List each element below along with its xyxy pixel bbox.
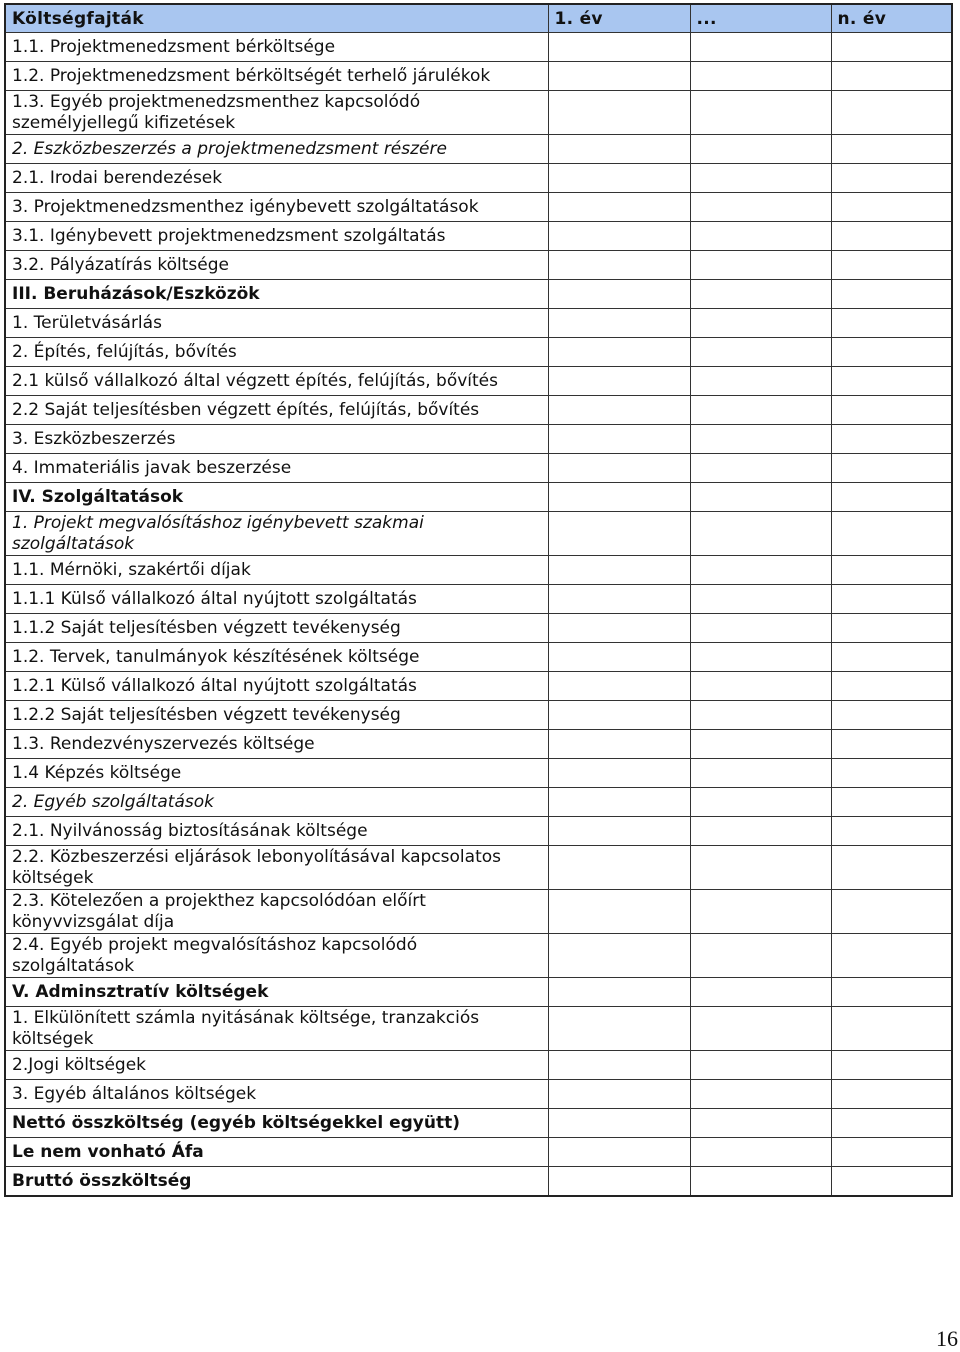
year-n-cell xyxy=(831,1138,952,1167)
year-n-cell xyxy=(831,251,952,280)
table-row xyxy=(5,614,952,643)
year-1-cell xyxy=(548,425,690,454)
cost-type-label: 1.2. Tervek, tanulmányok készítésének költsége xyxy=(5,643,548,672)
table-row xyxy=(5,251,952,280)
ellipsis-cell xyxy=(690,483,831,512)
ellipsis-cell xyxy=(690,585,831,614)
table-row xyxy=(5,934,952,978)
year-n-cell xyxy=(831,338,952,367)
ellipsis-cell xyxy=(690,759,831,788)
ellipsis-cell xyxy=(690,1051,831,1080)
ellipsis-cell xyxy=(690,396,831,425)
year-n-cell xyxy=(831,425,952,454)
table-row xyxy=(5,483,952,512)
cost-type-label: 2.3. Kötelezően a projekthez kapcsolódóan előírt könyvvizsgálat díja xyxy=(5,890,548,934)
year-n-cell xyxy=(831,788,952,817)
year-n-cell xyxy=(831,614,952,643)
year-1-cell xyxy=(548,309,690,338)
table-row xyxy=(5,135,952,164)
ellipsis-cell xyxy=(690,135,831,164)
cost-type-label: 1.1.2 Saját teljesítésben végzett tevékenység xyxy=(5,614,548,643)
year-n-cell xyxy=(831,701,952,730)
cost-type-label: V. Adminsztratív költségek xyxy=(5,978,548,1007)
year-1-cell xyxy=(548,1007,690,1051)
year-n-cell xyxy=(831,1167,952,1197)
table-header-row xyxy=(5,4,952,33)
ellipsis-cell xyxy=(690,1138,831,1167)
cost-type-label: 1. Projekt megvalósításhoz igénybevett szakmai szolgáltatások xyxy=(5,512,548,556)
table-row xyxy=(5,1007,952,1051)
year-n-cell xyxy=(831,396,952,425)
ellipsis-cell xyxy=(690,730,831,759)
year-1-cell xyxy=(548,483,690,512)
year-1-cell xyxy=(548,512,690,556)
header-cost-types: Költségfajták xyxy=(5,4,548,33)
table-row xyxy=(5,1051,952,1080)
year-1-cell xyxy=(548,338,690,367)
year-1-cell xyxy=(548,1138,690,1167)
year-n-cell xyxy=(831,367,952,396)
table-row xyxy=(5,33,952,62)
table-row xyxy=(5,222,952,251)
ellipsis-cell xyxy=(690,454,831,483)
cost-type-label: III. Beruházások/Eszközök xyxy=(5,280,548,309)
year-1-cell xyxy=(548,280,690,309)
cost-type-label: 2.2. Közbeszerzési eljárások lebonyolításával kapcsolatos költségek xyxy=(5,846,548,890)
cost-type-label: Bruttó összköltség xyxy=(5,1167,548,1197)
year-1-cell xyxy=(548,164,690,193)
ellipsis-cell xyxy=(690,672,831,701)
cost-types-table xyxy=(4,3,953,1197)
ellipsis-cell xyxy=(690,1167,831,1197)
table-row xyxy=(5,585,952,614)
ellipsis-cell xyxy=(690,91,831,135)
table-row xyxy=(5,193,952,222)
cost-type-label: 2. Építés, felújítás, bővítés xyxy=(5,338,548,367)
year-n-cell xyxy=(831,309,952,338)
table-row xyxy=(5,643,952,672)
table-row xyxy=(5,425,952,454)
year-1-cell xyxy=(548,1080,690,1109)
year-1-cell xyxy=(548,1109,690,1138)
year-1-cell xyxy=(548,890,690,934)
ellipsis-cell xyxy=(690,338,831,367)
table-row xyxy=(5,396,952,425)
year-1-cell xyxy=(548,672,690,701)
cost-type-label: 2.1 külső vállalkozó által végzett építés, felújítás, bővítés xyxy=(5,367,548,396)
cost-type-label: Le nem vonható Áfa xyxy=(5,1138,548,1167)
table-row xyxy=(5,1167,952,1197)
year-1-cell xyxy=(548,759,690,788)
year-1-cell xyxy=(548,396,690,425)
table-body xyxy=(5,33,952,1197)
year-1-cell xyxy=(548,817,690,846)
year-n-cell xyxy=(831,135,952,164)
cost-type-label: 3.1. Igénybevett projektmenedzsment szolgáltatás xyxy=(5,222,548,251)
cost-type-label: 3.2. Pályázatírás költsége xyxy=(5,251,548,280)
ellipsis-cell xyxy=(690,33,831,62)
year-n-cell xyxy=(831,62,952,91)
ellipsis-cell xyxy=(690,1080,831,1109)
table-row xyxy=(5,367,952,396)
cost-type-label: 2. Egyéb szolgáltatások xyxy=(5,788,548,817)
ellipsis-cell xyxy=(690,701,831,730)
table-row xyxy=(5,1080,952,1109)
ellipsis-cell xyxy=(690,193,831,222)
ellipsis-cell xyxy=(690,788,831,817)
ellipsis-cell xyxy=(690,367,831,396)
cost-type-label: 1.2. Projektmenedzsment bérköltségét terhelő járulékok xyxy=(5,62,548,91)
year-1-cell xyxy=(548,33,690,62)
table-row xyxy=(5,1109,952,1138)
cost-type-label: 2.1. Nyilvánosság biztosításának költsége xyxy=(5,817,548,846)
table-row xyxy=(5,978,952,1007)
table-row xyxy=(5,454,952,483)
table-row xyxy=(5,556,952,585)
year-n-cell xyxy=(831,585,952,614)
cost-type-label: 3. Projektmenedzsmenthez igénybevett szolgáltatások xyxy=(5,193,548,222)
table-row xyxy=(5,91,952,135)
page-number: 16 xyxy=(936,1326,958,1351)
ellipsis-cell xyxy=(690,512,831,556)
table-row xyxy=(5,338,952,367)
table-row xyxy=(5,890,952,934)
year-1-cell xyxy=(548,1051,690,1080)
ellipsis-cell xyxy=(690,817,831,846)
ellipsis-cell xyxy=(690,614,831,643)
year-n-cell xyxy=(831,846,952,890)
ellipsis-cell xyxy=(690,978,831,1007)
table-row xyxy=(5,817,952,846)
year-1-cell xyxy=(548,222,690,251)
cost-type-label: 1. Területvásárlás xyxy=(5,309,548,338)
table-row xyxy=(5,512,952,556)
cost-type-label: 1.4 Képzés költsége xyxy=(5,759,548,788)
cost-type-label: 2.2 Saját teljesítésben végzett építés, felújítás, bővítés xyxy=(5,396,548,425)
ellipsis-cell xyxy=(690,890,831,934)
table-row xyxy=(5,730,952,759)
year-1-cell xyxy=(548,1167,690,1197)
year-1-cell xyxy=(548,643,690,672)
ellipsis-cell xyxy=(690,164,831,193)
year-1-cell xyxy=(548,454,690,483)
year-1-cell xyxy=(548,62,690,91)
year-1-cell xyxy=(548,135,690,164)
ellipsis-cell xyxy=(690,251,831,280)
table-row xyxy=(5,62,952,91)
cost-type-label: 1.2.1 Külső vállalkozó által nyújtott szolgáltatás xyxy=(5,672,548,701)
year-1-cell xyxy=(548,730,690,759)
cost-type-label: 3. Egyéb általános költségek xyxy=(5,1080,548,1109)
cost-type-label: 2.Jogi költségek xyxy=(5,1051,548,1080)
year-n-cell xyxy=(831,978,952,1007)
cost-type-label: 2.1. Irodai berendezések xyxy=(5,164,548,193)
year-n-cell xyxy=(831,672,952,701)
year-1-cell xyxy=(548,846,690,890)
year-1-cell xyxy=(548,91,690,135)
table-row xyxy=(5,846,952,890)
table-row xyxy=(5,280,952,309)
year-n-cell xyxy=(831,193,952,222)
table-row xyxy=(5,164,952,193)
ellipsis-cell xyxy=(690,425,831,454)
year-n-cell xyxy=(831,556,952,585)
table-row xyxy=(5,672,952,701)
cost-type-label: IV. Szolgáltatások xyxy=(5,483,548,512)
cost-type-label: 3. Eszközbeszerzés xyxy=(5,425,548,454)
cost-type-label: 1. Elkülönített számla nyitásának költsége, tranzakciós költségek xyxy=(5,1007,548,1051)
cost-type-label: 2. Eszközbeszerzés a projektmenedzsment részére xyxy=(5,135,548,164)
ellipsis-cell xyxy=(690,1007,831,1051)
year-1-cell xyxy=(548,367,690,396)
table-row xyxy=(5,788,952,817)
cost-type-label: 1.2.2 Saját teljesítésben végzett tevékenység xyxy=(5,701,548,730)
cost-type-label: 1.1.1 Külső vállalkozó által nyújtott szolgáltatás xyxy=(5,585,548,614)
cost-type-label: 4. Immateriális javak beszerzése xyxy=(5,454,548,483)
year-1-cell xyxy=(548,251,690,280)
ellipsis-cell xyxy=(690,556,831,585)
year-n-cell xyxy=(831,934,952,978)
year-n-cell xyxy=(831,890,952,934)
year-1-cell xyxy=(548,978,690,1007)
year-1-cell xyxy=(548,701,690,730)
year-1-cell xyxy=(548,614,690,643)
year-n-cell xyxy=(831,643,952,672)
table-row xyxy=(5,309,952,338)
cost-type-label: 1.1. Projektmenedzsment bérköltsége xyxy=(5,33,548,62)
header-year-1: 1. év xyxy=(548,4,690,33)
ellipsis-cell xyxy=(690,280,831,309)
year-1-cell xyxy=(548,585,690,614)
year-1-cell xyxy=(548,934,690,978)
cost-type-label: 1.3. Egyéb projektmenedzsmenthez kapcsolódó személyjellegű kifizetések xyxy=(5,91,548,135)
year-n-cell xyxy=(831,1109,952,1138)
year-n-cell xyxy=(831,280,952,309)
year-n-cell xyxy=(831,454,952,483)
header-ellipsis: ... xyxy=(690,4,831,33)
ellipsis-cell xyxy=(690,222,831,251)
year-n-cell xyxy=(831,730,952,759)
header-year-n: n. év xyxy=(831,4,952,33)
cost-type-label: 2.4. Egyéb projekt megvalósításhoz kapcsolódó szolgáltatások xyxy=(5,934,548,978)
year-n-cell xyxy=(831,1007,952,1051)
year-n-cell xyxy=(831,512,952,556)
ellipsis-cell xyxy=(690,643,831,672)
year-1-cell xyxy=(548,556,690,585)
year-1-cell xyxy=(548,788,690,817)
year-1-cell xyxy=(548,193,690,222)
year-n-cell xyxy=(831,91,952,135)
year-n-cell xyxy=(831,759,952,788)
ellipsis-cell xyxy=(690,309,831,338)
year-n-cell xyxy=(831,164,952,193)
table-row xyxy=(5,701,952,730)
year-n-cell xyxy=(831,1051,952,1080)
ellipsis-cell xyxy=(690,846,831,890)
cost-type-label: 1.1. Mérnöki, szakértői díjak xyxy=(5,556,548,585)
year-n-cell xyxy=(831,1080,952,1109)
cost-type-label: 1.3. Rendezvényszervezés költsége xyxy=(5,730,548,759)
year-n-cell xyxy=(831,33,952,62)
cost-type-label: Nettó összköltség (egyéb költségekkel együtt) xyxy=(5,1109,548,1138)
year-n-cell xyxy=(831,817,952,846)
ellipsis-cell xyxy=(690,1109,831,1138)
table-row xyxy=(5,1138,952,1167)
year-n-cell xyxy=(831,483,952,512)
table-row xyxy=(5,759,952,788)
year-n-cell xyxy=(831,222,952,251)
ellipsis-cell xyxy=(690,934,831,978)
ellipsis-cell xyxy=(690,62,831,91)
